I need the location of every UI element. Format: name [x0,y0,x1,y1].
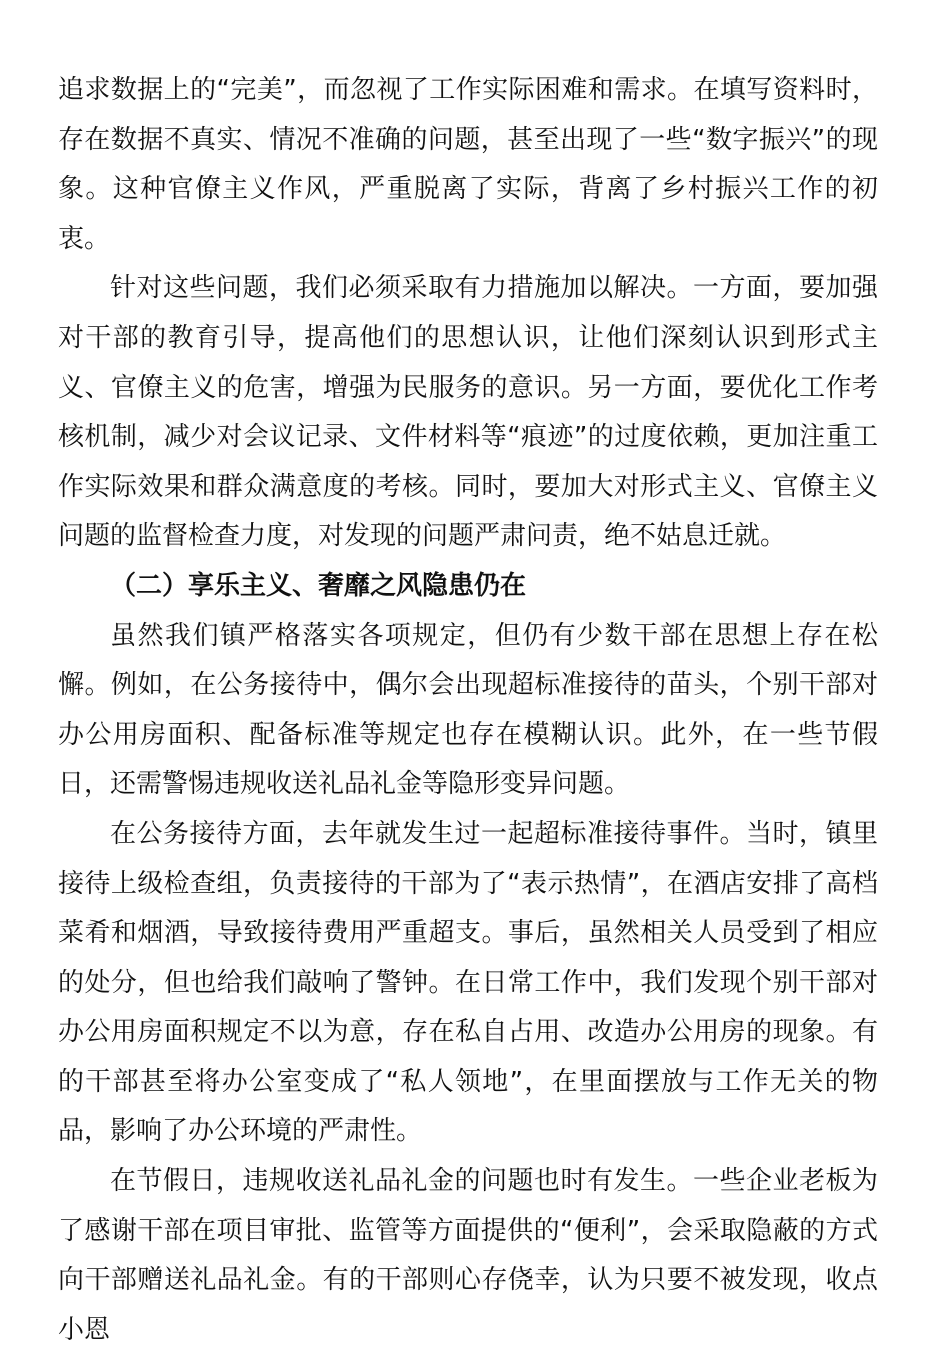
document-page [58,66,878,1355]
paragraph-reception-case: 在公务接待方面，去年就发生过一起超标准接待事件。当时，镇里接待上级检查组，负责接待的干部为了“表示热情”，在酒店安排了高档菜肴和烟酒，导致接待费用严重超支。事后，虽然相关人员受到了相应的处分，但也给我们敲响了警钟。在日常工作中，我们发现个别干部对办公用房面积规定不以为意，存在私自占用、改造办公用房的现象。有的干部甚至将办公室变成了“私人领地”，在里面摆放与工作无关的物品，影响了办公环境的严肃性。 [58,818,878,1147]
paragraph-continuation: 追求数据上的“完美”，而忽视了工作实际困难和需求。在填写资料时，存在数据不真实、情况不准确的问题，甚至出现了一些“数字振兴”的现象。这种官僚主义作风，严重脱离了实际，背离了乡村振兴工作的初衷。 [58,75,878,254]
paragraph-hedonism-overview: 虽然我们镇严格落实各项规定，但仍有少数干部在思想上存在松懈。例如，在公务接待中，偶尔会出现超标准接待的苗头，个别干部对办公用房面积、配备标准等规定也存在模糊认识。此外，在一些节假日，还需警惕违规收送礼品礼金等隐形变异问题。 [58,620,878,800]
paragraph-holiday-gifts: 在节假日，违规收送礼品礼金的问题也时有发生。一些企业老板为了感谢干部在项目审批、监管等方面提供的“便利”，会采取隐蔽的方式向干部赠送礼品礼金。有的干部则心存侥幸，认为只要不被发现，收点小恩 [58,1166,878,1345]
paragraph-measures: 针对这些问题，我们必须采取有力措施加以解决。一方面，要加强对干部的教育引导，提高他们的思想认识，让他们深刻认识到形式主义、官僚主义的危害，增强为民服务的意识。另一方面，要优化工作考核机制，减少对会议记录、文件材料等“痕迹”的过度依赖，更加注重工作实际效果和群众满意度的考核。同时，要加大对形式主义、官僚主义问题的监督检查力度，对发现的问题严肃问责，绝不姑息迁就。 [58,273,878,552]
section-heading: （二）享乐主义、奢靡之风隐患仍在 [110,570,527,601]
